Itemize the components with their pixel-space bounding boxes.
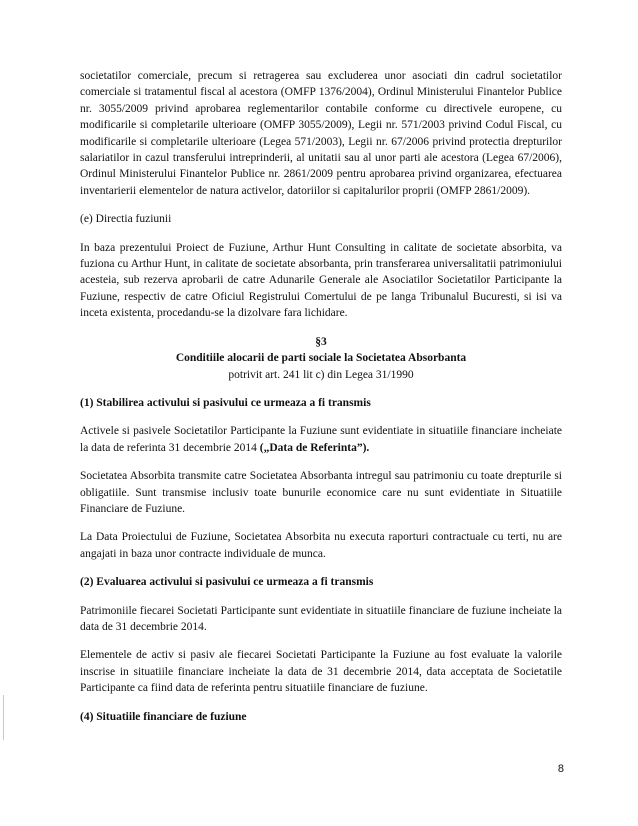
subheading-directia-fuziunii: (e) Directia fuziunii — [80, 213, 172, 226]
section-subtitle: potrivit art. 241 lit c) din Legea 31/1990 — [228, 368, 414, 381]
margin-mark — [3, 695, 4, 740]
paragraph-data-de-referinta — [80, 423, 562, 456]
heading-evaluarea-activului: (2) Evaluarea activului si pasivului ce urmeaza a fi transmis — [80, 576, 374, 589]
page-number: 8 — [557, 763, 564, 775]
data-referinta-text: Activele si pasivele Societatilor Participante la Fuziune sunt evidentiate in situatiile financiare incheiate la data de referinta 31 decembrie 2014 — [80, 425, 562, 454]
page-content — [80, 68, 562, 725]
section-header — [80, 334, 562, 383]
paragraph-transfer-patrimoniu: Societatea Absorbita transmite catre Societatea Absorbanta intregul sau patrimoniu cu toate drepturile si obligatiile. Sunt transmise inclusiv toate bunurile economice care nu sunt evidentiate in Situatiile Financiare de Fuziune. — [80, 470, 562, 515]
section-number: §3 — [315, 335, 327, 348]
paragraph-legal-references: societatilor comerciale, precum si retragerea sau excluderea unor asociati din cadrul societatilor comerciale si tratamentul fiscal al acestora (OMFP 1376/2004), Ordinul Ministerului Finantelor Publice nr. 3055/2009 privind aprobarea reglementarilor contabile conforme cu directivele europene, cu modificarile si completarile ulterioare (OMFP 3055/2009), Legii nr. 571/2003 privind Codul Fiscal, cu modificarile si completarile ulterioare (Legea 571/2003), Legii nr. 67/2006 privind protectia drepturilor salariatilor in cazul transferului intreprinderii, al unitatii sau al unor parti ale acestora (Legea 67/2006), Ordinul Ministerului Finantelor Publice nr. 2861/2009 pentru aprobarea privind organizarea, efectuarea inventarierii elementelor de natura activelor, datoriilor si capitalurilor proprii (OMFP 2861/2009). — [80, 70, 562, 197]
section-title: Conditiile alocarii de parti sociale la Societatea Absorbanta — [175, 352, 467, 365]
paragraph-patrimonii: Patrimoniile fiecarei Societati Participante sunt evidentiate in situatiile financiare de fuziune incheiate la data de 31 decembrie 2014. — [80, 604, 562, 633]
data-referinta-definition: („Data de Referinta”). — [259, 441, 370, 454]
paragraph-directia-fuziunii: In baza prezentului Proiect de Fuziune, Arthur Hunt Consulting in calitate de societate absorbita, va fuziona cu Arthur Hunt, in calitate de societate absorbanta, prin transferarea universalitatii patrimoniului acesteia, sub rezerva aprobarii de catre Adunarile Generale ale Asociatilor Societatilor Participante la Fuziune, respectiv de catre Oficiul Registrului Comertului de pe langa Tribunalul Bucuresti, si isi va inceta existenta, procedandu-se la dizolvare fara lichidare. — [80, 241, 562, 320]
paragraph-elemente-activ-pasiv: Elementele de activ si pasiv ale fiecarei Societati Participante la Fuziune au fost evaluate la valorile inscrise in situatiile financiare incheiate la data de 31 decembrie 2014, data acceptata de Societatile Participante ca fiind data de referinta pentru situatiile financiare de fuziune. — [80, 649, 562, 695]
heading-situatii-financiare: (4) Situatiile financiare de fuziune — [80, 710, 247, 723]
heading-stabilirea-activului: (1) Stabilirea activului si pasivului ce urmeaza a fi transmis — [80, 396, 371, 409]
paragraph-raporturi-contractuale: La Data Proiectului de Fuziune, Societatea Absorbita nu executa raporturi contractuale cu terti, nu are angajati in baza unor contracte individuale de munca. — [80, 531, 562, 560]
